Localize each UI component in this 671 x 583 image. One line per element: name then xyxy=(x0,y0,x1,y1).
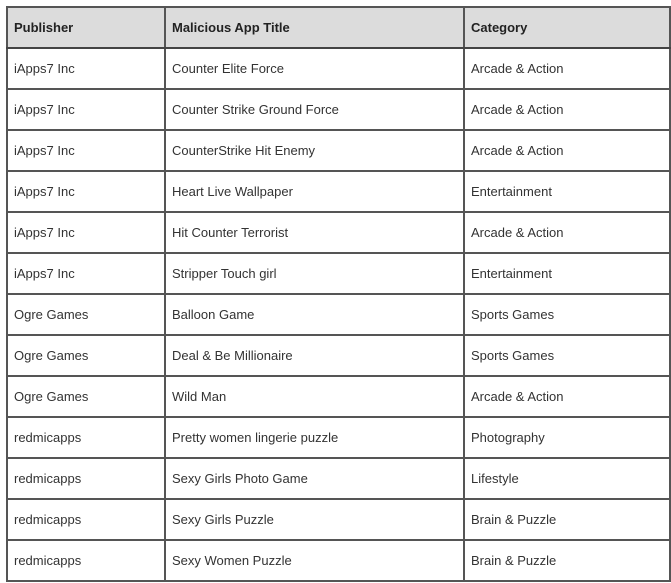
publisher-cell: iApps7 Inc xyxy=(7,130,165,171)
table-header xyxy=(7,7,670,48)
app-title-cell: Balloon Game xyxy=(165,294,464,335)
header-publisher: Publisher xyxy=(7,7,165,48)
table-row xyxy=(7,458,670,499)
publisher-cell: redmicapps xyxy=(7,458,165,499)
table-row xyxy=(7,171,670,212)
app-title-cell: Wild Man xyxy=(165,376,464,417)
app-title-cell: Deal & Be Millionaire xyxy=(165,335,464,376)
app-title-cell: Sexy Women Puzzle xyxy=(165,540,464,581)
app-title-cell: Stripper Touch girl xyxy=(165,253,464,294)
category-cell: Sports Games xyxy=(464,335,670,376)
app-title-cell: CounterStrike Hit Enemy xyxy=(165,130,464,171)
category-cell: Arcade & Action xyxy=(464,48,670,89)
category-cell: Entertainment xyxy=(464,171,670,212)
category-cell: Arcade & Action xyxy=(464,212,670,253)
publisher-cell: redmicapps xyxy=(7,417,165,458)
table-row xyxy=(7,417,670,458)
category-cell: Brain & Puzzle xyxy=(464,499,670,540)
category-cell: Arcade & Action xyxy=(464,130,670,171)
table-container xyxy=(6,6,671,582)
category-cell: Arcade & Action xyxy=(464,89,670,130)
app-title-cell: Heart Live Wallpaper xyxy=(165,171,464,212)
publisher-cell: iApps7 Inc xyxy=(7,89,165,130)
table-body xyxy=(7,48,670,581)
malicious-apps-table xyxy=(6,6,671,582)
publisher-cell: Ogre Games xyxy=(7,335,165,376)
app-title-cell: Hit Counter Terrorist xyxy=(165,212,464,253)
table-row xyxy=(7,253,670,294)
table-row xyxy=(7,376,670,417)
header-app-title: Malicious App Title xyxy=(165,7,464,48)
table-row xyxy=(7,499,670,540)
category-cell: Arcade & Action xyxy=(464,376,670,417)
category-cell: Brain & Puzzle xyxy=(464,540,670,581)
category-cell: Photography xyxy=(464,417,670,458)
category-cell: Sports Games xyxy=(464,294,670,335)
publisher-cell: iApps7 Inc xyxy=(7,253,165,294)
app-title-cell: Counter Strike Ground Force xyxy=(165,89,464,130)
publisher-cell: redmicapps xyxy=(7,499,165,540)
publisher-cell: redmicapps xyxy=(7,540,165,581)
publisher-cell: iApps7 Inc xyxy=(7,212,165,253)
table-row xyxy=(7,130,670,171)
table-row xyxy=(7,335,670,376)
table-row xyxy=(7,212,670,253)
app-title-cell: Pretty women lingerie puzzle xyxy=(165,417,464,458)
table-row xyxy=(7,48,670,89)
publisher-cell: Ogre Games xyxy=(7,294,165,335)
app-title-cell: Sexy Girls Photo Game xyxy=(165,458,464,499)
app-title-cell: Counter Elite Force xyxy=(165,48,464,89)
publisher-cell: iApps7 Inc xyxy=(7,171,165,212)
table-row xyxy=(7,89,670,130)
header-row xyxy=(7,7,670,48)
publisher-cell: iApps7 Inc xyxy=(7,48,165,89)
publisher-cell: Ogre Games xyxy=(7,376,165,417)
app-title-cell: Sexy Girls Puzzle xyxy=(165,499,464,540)
category-cell: Lifestyle xyxy=(464,458,670,499)
category-cell: Entertainment xyxy=(464,253,670,294)
header-category: Category xyxy=(464,7,670,48)
table-row xyxy=(7,294,670,335)
table-row xyxy=(7,540,670,581)
